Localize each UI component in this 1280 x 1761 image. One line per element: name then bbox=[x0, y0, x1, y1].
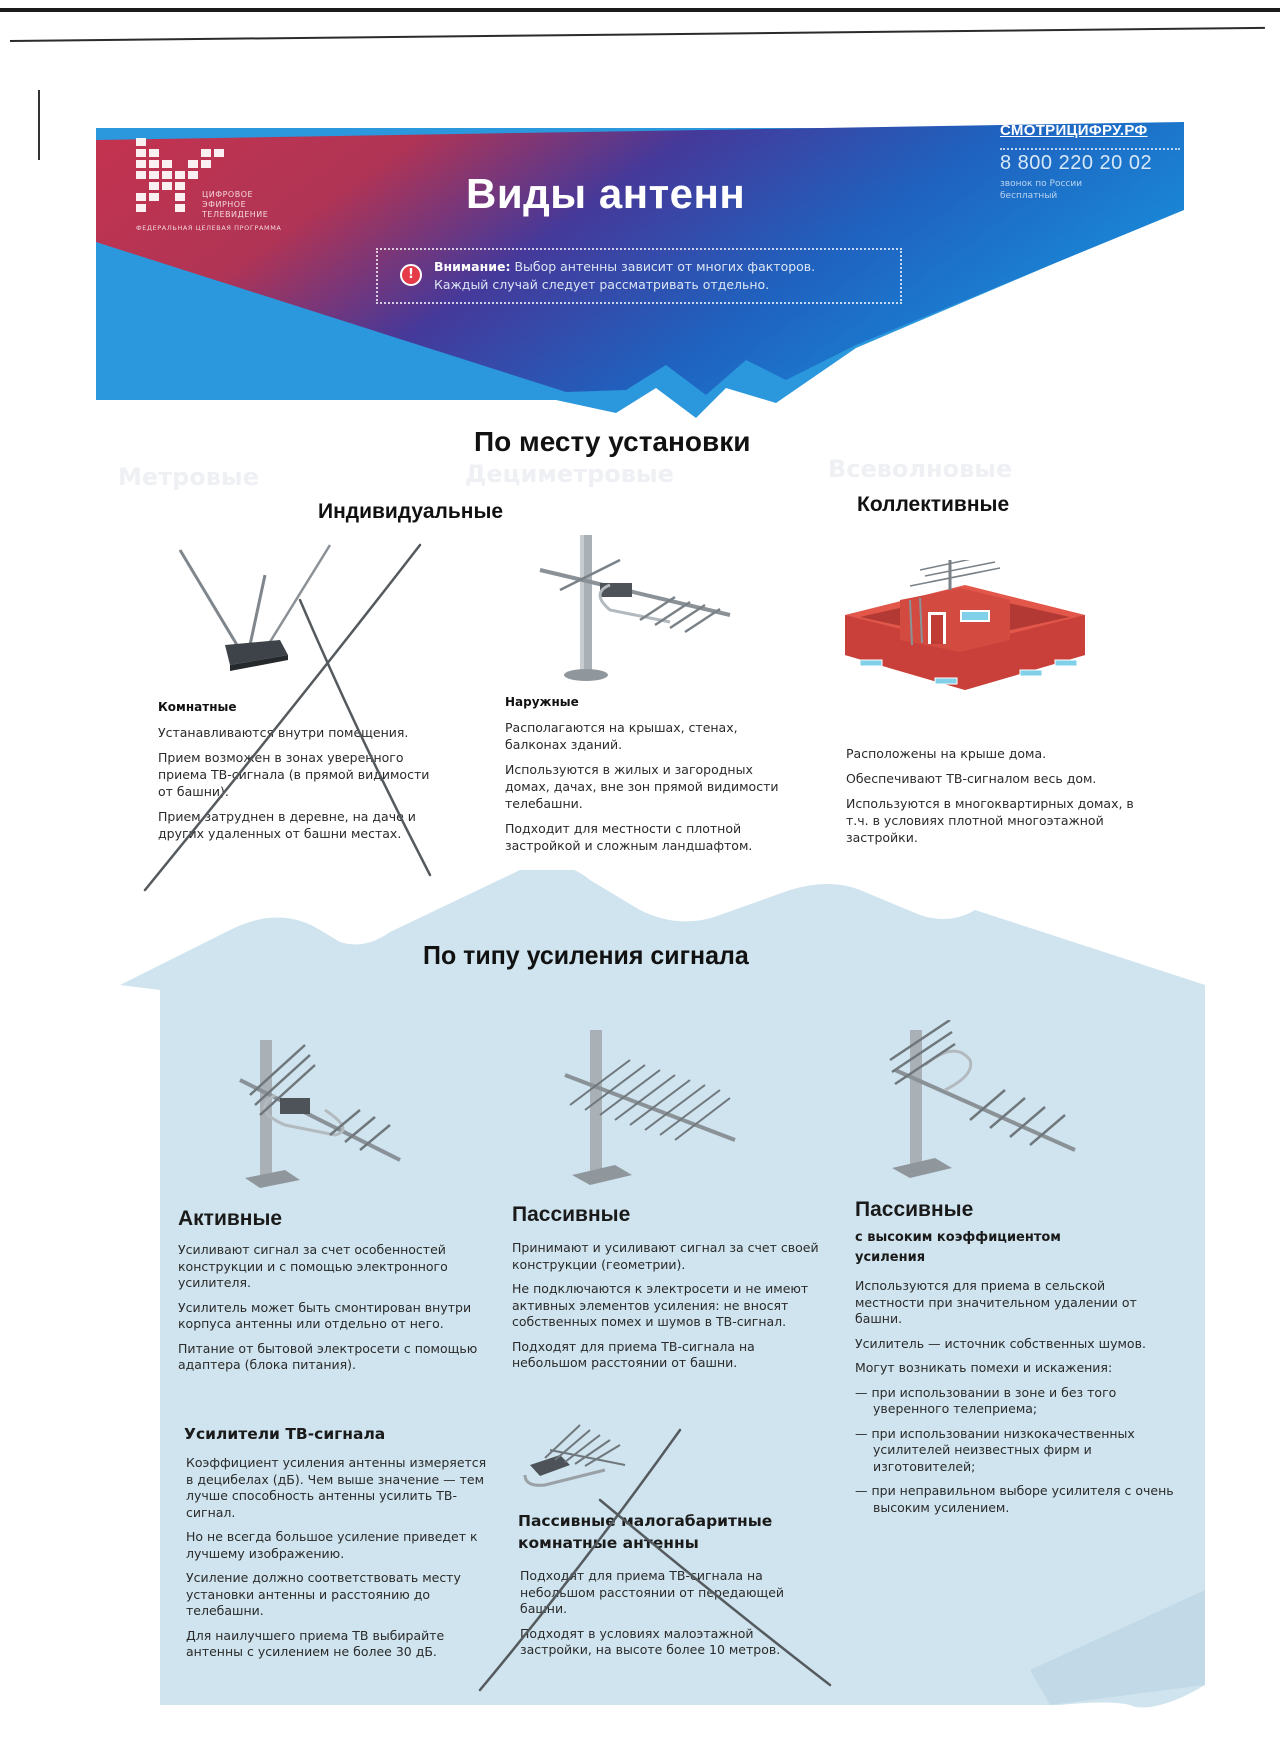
compact-indoor-antenna-illustration bbox=[520, 1420, 630, 1490]
active-description: Усиливают сигнал за счет особенностей конструкции и с помощью электронного усилителя. Усилитель может быть смонтирован внутри корпуса антенны или отдельно от него. Питание от бытовой электросети с помощью адаптера (блока питания). bbox=[178, 1242, 478, 1372]
ghost-heading: Дециметровые bbox=[465, 460, 674, 488]
amplifiers-title: Усилители ТВ-сигнала bbox=[184, 1425, 386, 1443]
list-item: — при использовании низкокачественных усилителей неизвестных фирм и изготовителей; bbox=[855, 1425, 1135, 1474]
outdoor-antenna-illustration bbox=[500, 535, 740, 685]
outdoor-description: Располагаются на крышах, стенах, балконах зданий. Используются в жилых и загородных домах, дачах, вне зон прямой видимости телебашни. Подходит для местности с плотной застройкой и сложным ландшафтом. bbox=[505, 720, 779, 853]
page-title: Виды антенн bbox=[466, 170, 746, 217]
section-heading-amplification: По типу усиления сигнала bbox=[423, 940, 749, 970]
passive-title: Пассивные bbox=[512, 1203, 631, 1226]
website-link[interactable]: СМОТРИЦИФРУ.РФ bbox=[1000, 122, 1148, 139]
scan-mark bbox=[38, 90, 40, 160]
exclamation-circle-icon: ! bbox=[400, 264, 422, 286]
outdoor-title: Наружные bbox=[505, 695, 579, 709]
phone-note: звонок по России бесплатный bbox=[1000, 179, 1083, 201]
active-antenna-illustration bbox=[230, 1040, 410, 1190]
logo-text: ЦИФРОВОЕ ЭФИРНОЕ ТЕЛЕВИДЕНИЕ bbox=[202, 190, 269, 219]
apartment-building-illustration bbox=[840, 560, 1090, 700]
attention-notice bbox=[376, 248, 902, 304]
active-title: Активные bbox=[178, 1207, 283, 1230]
collective-description: Расположены на крыше дома. Обеспечивают ТВ-сигналом весь дом. Используются в многоквартирных домах, в т.ч. в условиях плотной многоэтажной застройки. bbox=[846, 746, 1134, 845]
compact-antenna-title: Пассивные малогабаритные комнатные антенны bbox=[518, 1512, 773, 1552]
logo bbox=[136, 138, 306, 232]
logo-subtitle: ФЕДЕРАЛЬНАЯ ЦЕЛЕВАЯ ПРОГРАММА bbox=[136, 224, 282, 232]
section-heading-placement: По месту установки bbox=[474, 426, 751, 457]
compact-antenna-description: Подходят для приема ТВ-сигнала на небольшом расстоянии от передающей башни. Подходят в условиях малоэтажной застройки, на высоте более 10 метров. bbox=[520, 1568, 785, 1657]
hotline-phone[interactable]: 8 800 220 20 02 bbox=[1000, 152, 1153, 174]
passive-description: Принимают и усиливают сигнал за счет своей конструкции (геометрии). Не подключаются к электросети и не имеют активных элементов усиления: не вносят собственных помех и шумов в ТВ-сигнал. Подходят для приема ТВ-сигнала на небольшом расстоянии от башни. bbox=[512, 1240, 819, 1370]
indoor-antenna-illustration bbox=[170, 540, 340, 690]
amplifiers-description: Коэффициент усиления антенны измеряется в децибелах (дБ). Чем выше значение — тем лучше способность антенны усилить ТВ-сигнал. Но не всегда большое усиление приведет к лучшему изображению. Усиление должно соответствовать месту установки антенны и расстоянию до телебашни. Для наилучшего приема ТВ выбирайте антенны с усилением не более 30 дБ. bbox=[186, 1455, 487, 1659]
indoor-description: Устанавливаются внутри помещения. Прием возможен в зонах уверенного приема ТВ-сигнала (в прямой видимости от башни). Прием затруднен в деревне, на даче и других удаленных от башни местах. bbox=[158, 725, 430, 841]
high-gain-antenna-illustration bbox=[880, 1020, 1080, 1180]
list-item: — при неправильном выборе усилителя с очень высоким усилением. bbox=[855, 1483, 1174, 1515]
ghost-heading: Всеволновые bbox=[828, 455, 1013, 483]
header-banner bbox=[96, 0, 1184, 470]
high-gain-title: Пассивные bbox=[855, 1198, 974, 1221]
indoor-title: Комнатные bbox=[158, 700, 237, 714]
subheading-collective: Коллективные bbox=[857, 493, 1010, 516]
high-gain-description: Используются для приема в сельской местности при значительном удалении от башни. Усилитель — источник собственных шумов. Могут возникать помехи и искажения: — при использовании в зоне и без того уверенного телеприема; — при использовании низкокачественных усилителей неизвестных фирм и изготовителей; — при неправильном выборе усилителя с очень высоким усилением. bbox=[855, 1278, 1174, 1515]
ghost-heading: Метровые bbox=[118, 463, 259, 491]
banner-background bbox=[96, 0, 1184, 470]
attention-text: Внимание: Выбор антенны зависит от многих факторов. Каждый случай следует рассматривать отдельно. bbox=[434, 259, 816, 292]
passive-antenna-illustration bbox=[560, 1030, 740, 1185]
subheading-individual: Индивидуальные bbox=[318, 500, 504, 523]
dotted-divider bbox=[1000, 148, 1180, 150]
high-gain-subtitle: с высоким коэффициентом усиления bbox=[855, 1230, 1061, 1265]
list-item: — при использовании в зоне и без того уверенного телеприема; bbox=[855, 1384, 1117, 1416]
